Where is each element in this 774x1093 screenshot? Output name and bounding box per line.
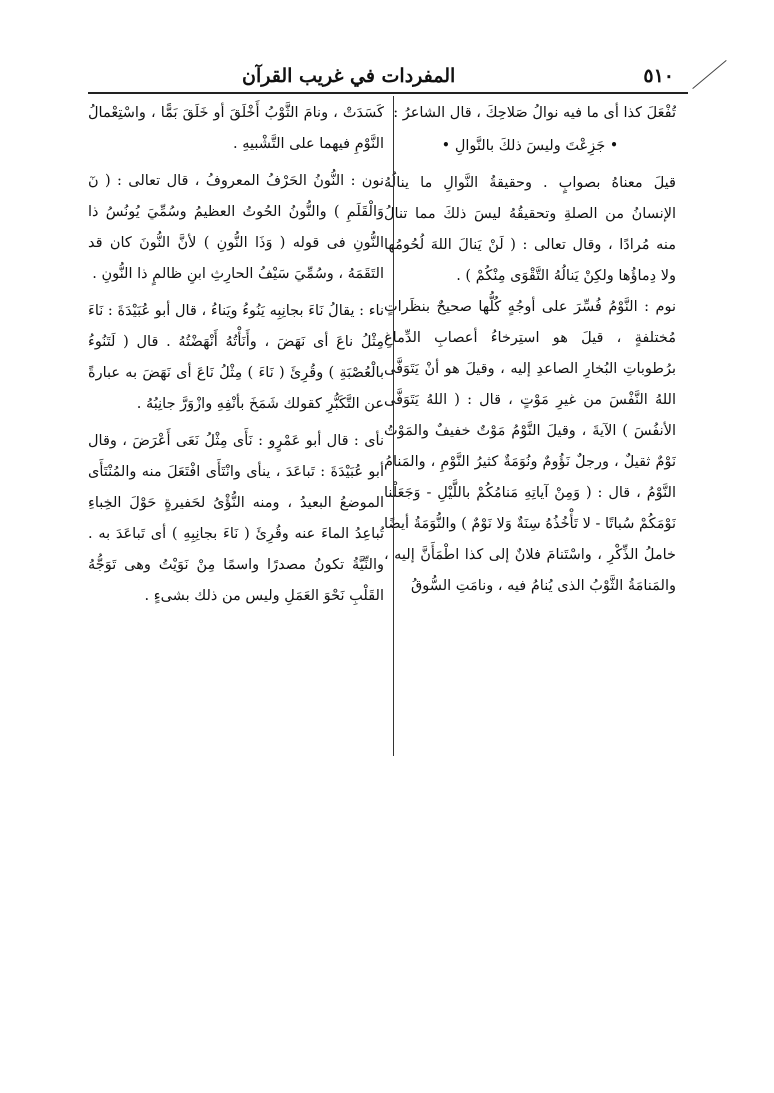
page-number: ٥١٠ [643,65,674,87]
paragraph-intro: تُفْعَلَ كذا أى ما فيه نوالُ صَلاحِكَ ، قال الشاعرُ : [393,105,676,121]
entry-nun: نون : النُّونُ الحَرْفُ المعروفُ ، قال تعالى : ( نٓ وَالْقَلَمِ ) والنُّونُ الحُوتُ العظيمُ وسُمِّيَ يُونُسُ ذا النُّونِ فى قوله ( وَذَا النُّونِ ) لأنَّ النُّونَ كان قد التَقَمَهُ ، وسُمِّيَ سَيْفُ الحارِثِ ابنِ ظالمٍ ذا النُّونِ . [88,173,384,282]
header-rule [88,92,688,94]
entry-naa: ناء : يقالُ نَاءَ بجانِبِه يَنُوءُ ويَناءُ ، قال أبو عُبَيْدَةَ : نَاءَ مِثْلُ ناعَ أى نَهَضَ ، وأَنَأْتُهُ أَنْهَضْتُهُ . قال ( لَتَنُوءُ بالْعُصْبَةِ ) وقُرِئَ ( نَاءَ ) مِثْلُ نَاعَ أى نَهَضَ به عبارةً عن التَّكَبُّرِ كقولك شَمَخَ بأنْفِهِ وازْوَرَّ جانِبُهُ . [88,303,384,412]
paragraph-nawal: قيلَ معناهُ بصوابٍ . وحقيقةُ النَّوالِ ما ينالُهُ الإنسانُ من الصلةِ وتحقيقُهُ ليسَ ذلكَ مما تنالُ منه مُرادًا ، وقال تعالى : ( لَنْ يَنالَ اللهَ لُحُومُها ولا دِماؤُها ولكِنْ يَنالُهُ التَّقْوَى مِنْكُمْ ) . [384,175,676,284]
entry-nawm: نوم : النَّوْمُ فُسِّرَ على أوجُهٍ كُلُّها صحيحٌ بنظَراتٍ مُختلفةٍ ، قيلَ هو استِرخاءُ أعصابِ الدِّماغِ برُطوباتِ البُخارِ الصاعدِ إليه ، وقيلَ هو أنْ يَتَوَفَّى اللهُ النَّفْسَ من غيرِ مَوْتٍ ، قال : ( اللهُ يَتَوَفَّى الأنفُسَ ) الآيةَ ، وقيلَ النَّوْمُ مَوْتٌ خفيفٌ والمَوْتُ نَوْمٌ ثقيلٌ ، ورجلٌ نَؤُومٌ ونُوَمَةٌ كثيرُ النَّوْمِ ، والمَنامُ النَّوْمُ ، قال : ( وَمِنْ آياتِهِ مَنامُكُمْ باللَّيْلِ - وَجَعَلْنا نَوْمَكُمْ سُباتًا - لا تَأْخُذُهُ سِنَةٌ وَلا نَوْمٌ ) والنُّوَمَةُ أيضًا خاملُ الذِّكْرِ ، واسْتَنامَ فلانٌ إلى كذا اطْمَأَنَّ إليه ، والمَنامَةُ الثَّوْبُ الذى يُنامُ فيه ، ونامَتِ السُّوقُ [384,299,676,594]
page-header [88,58,688,94]
entry-nay: نأى : قال أبو عَمْرٍو : نَأَى مِثْلُ نَعَى أَعْرَضَ ، وقال أبو عُبَيْدَةَ : تَباعَدَ ، ينأى وانْتَأَى افْتَعَلَ منه والمُنْتَأَى الموضعُ البعيدُ ، ومنه النُّؤْىُ لحَفيرةٍ حَوْلَ الخِباءِ تُباعِدُ الماءَ عنه وقُرِئَ ( نَاءَ بجانِبِهِ ) أى تَباعَدَ به . والنِّيَّةُ تكونُ مصدرًا واسمًا مِنْ نَوَيْتُ وهى تَوَجُّهُ القَلْبِ نَحْوَ العَمَلِ وليس من ذلك بشىءٍ . [88,433,384,604]
column-divider [393,96,394,756]
running-title: المفردات في غريب القرآن [242,65,456,87]
book-page [88,48,688,768]
poetry-verse: • جَزِعْتَ وليسَ ذلكَ بالنَّوالِ • [441,138,619,154]
paragraph-continuation: كَسَدَتْ ، ونامَ الثَّوْبُ أَخْلَقَ أو خَلَقَ بَمًّا ، واسْتِعْمالُ النَّوْمِ فيهما على التَّشْبيهِ . [88,105,384,152]
left-column [88,98,384,758]
corner-mark [692,60,752,120]
right-column [384,98,676,758]
